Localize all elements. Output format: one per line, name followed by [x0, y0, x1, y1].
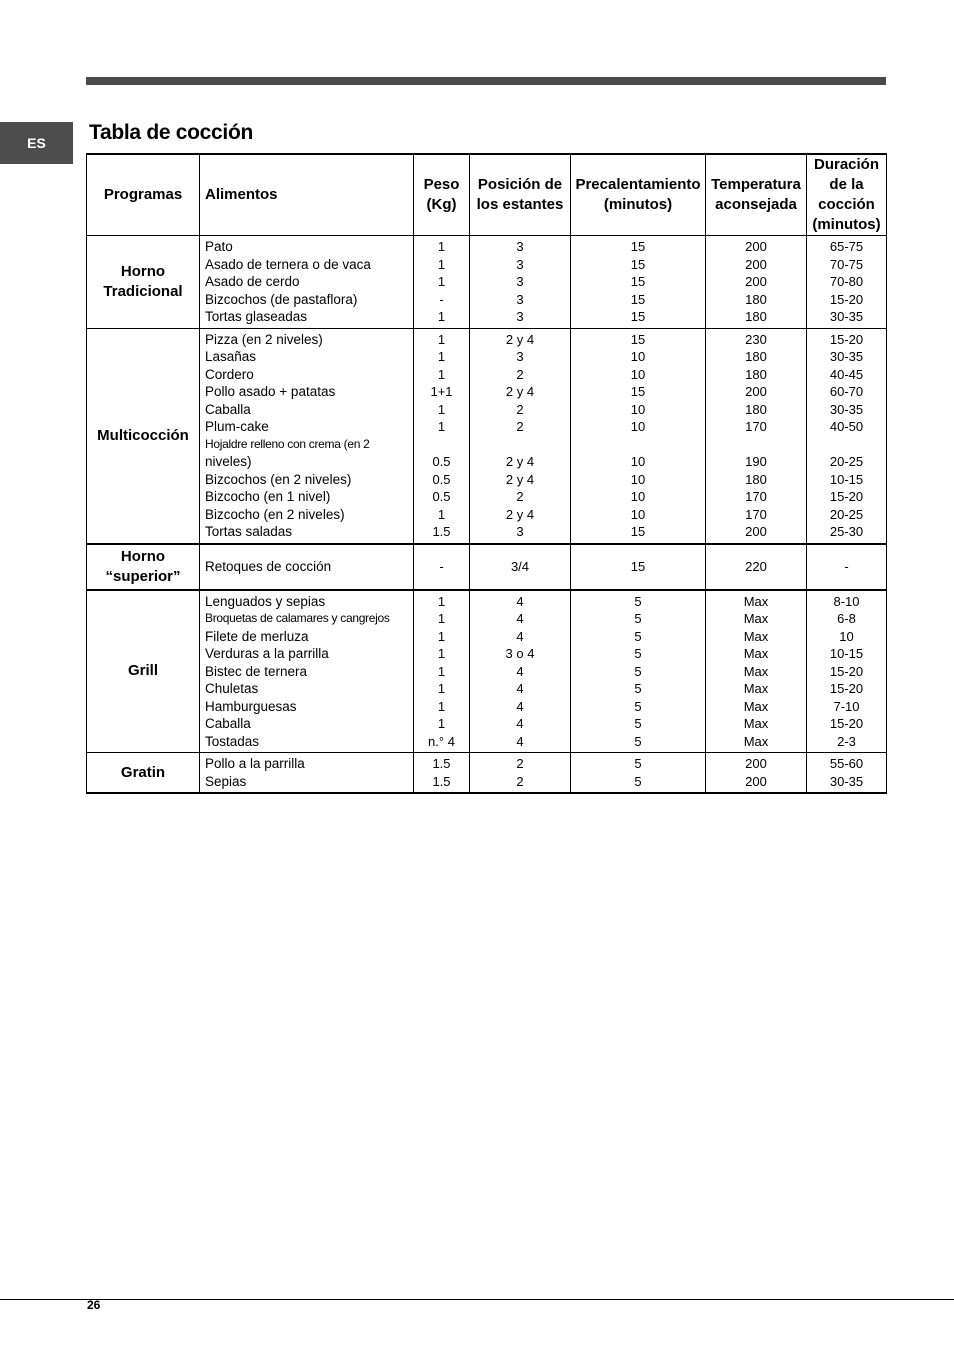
food-item: Lasañas: [205, 349, 257, 364]
value: 230: [745, 331, 767, 347]
precalentamiento-cell: [571, 328, 706, 544]
cooking-table: [86, 153, 887, 794]
value: 10: [630, 471, 646, 487]
food-item: Asado de ternera o de vaca: [205, 256, 371, 272]
food-cell: [200, 753, 414, 794]
program-name: Grill: [127, 662, 158, 680]
program-name: Horno: [120, 262, 166, 280]
value: 10: [630, 489, 646, 504]
value: 1: [437, 698, 446, 714]
value: 1: [437, 239, 446, 254]
food-item: Pollo a la parrilla: [205, 756, 305, 771]
value: 2 y 4: [505, 506, 535, 522]
value: 5: [634, 756, 642, 771]
table-row: [87, 590, 887, 753]
food-item: Asado de cerdo: [205, 274, 300, 289]
value: 190: [745, 454, 767, 469]
value: 2: [516, 756, 524, 771]
value: 5: [634, 663, 642, 679]
value: 170: [745, 489, 767, 504]
value: 180: [745, 309, 767, 324]
food-item: Bizcochos (en 2 niveles): [205, 471, 352, 487]
value: 1: [437, 309, 446, 324]
value: 15-20: [829, 489, 864, 504]
value: 200: [745, 239, 767, 254]
program-cell: [87, 236, 200, 329]
language-tab: ES: [0, 122, 73, 164]
value: 1: [437, 646, 446, 661]
value: -: [844, 558, 849, 574]
value: 1: [437, 681, 446, 696]
header-line: de la: [829, 176, 864, 193]
value: Max: [743, 733, 769, 749]
header-line: Temperatura: [711, 176, 801, 193]
food-item: Chuletas: [205, 681, 259, 696]
value: Max: [743, 663, 769, 679]
value: Max: [743, 646, 769, 661]
value: 7-10: [833, 698, 860, 714]
value: 5: [634, 611, 642, 626]
value: 4: [516, 593, 524, 609]
header-line: cocción: [818, 196, 875, 213]
value: 180: [745, 471, 767, 487]
value: -: [439, 291, 444, 307]
value: 5: [634, 698, 642, 714]
value: 3: [516, 239, 524, 254]
food-item: Tortas glaseadas: [205, 309, 308, 324]
value: 15-20: [829, 331, 864, 347]
table-row: [87, 328, 887, 544]
value: -: [439, 558, 444, 574]
value: 15: [630, 524, 646, 539]
value: [706, 436, 806, 454]
value: 1.5: [432, 524, 451, 539]
value: 1: [437, 628, 446, 644]
value: 200: [745, 773, 767, 789]
food-cell: [200, 590, 414, 753]
value: 220: [745, 558, 767, 574]
value: 200: [745, 274, 767, 289]
value: 1: [437, 716, 446, 731]
header-line: Peso: [423, 176, 460, 193]
value: 1: [437, 366, 446, 382]
value: 2-3: [837, 733, 856, 749]
value: 2 y 4: [505, 454, 535, 469]
temperatura-cell: [706, 544, 807, 590]
value: 10: [630, 419, 646, 434]
value: 200: [745, 256, 767, 272]
posicion-cell: [470, 328, 571, 544]
value: [414, 436, 469, 454]
food-item: Pato: [205, 239, 233, 254]
food-item: Lenguados y sepias: [205, 593, 326, 609]
temperatura-cell: [706, 236, 807, 329]
peso-cell: [414, 544, 470, 590]
table-row: [87, 236, 887, 329]
footer-rule: [0, 1299, 954, 1300]
value: 25-30: [829, 524, 864, 539]
value: Max: [743, 698, 769, 714]
value: 4: [516, 681, 524, 696]
program-name: Multicocción: [97, 426, 189, 444]
value: 3: [516, 291, 524, 307]
table-row: [87, 544, 887, 590]
value: [807, 436, 886, 454]
header-programas: [87, 154, 200, 236]
header-line: Duración: [813, 156, 879, 173]
temperatura-cell: [706, 328, 807, 544]
posicion-cell: [470, 236, 571, 329]
food-cell: [200, 328, 414, 544]
value: 70-80: [829, 274, 864, 289]
value: 3: [516, 524, 524, 539]
precalentamiento-cell: [571, 236, 706, 329]
food-item: Bistec de ternera: [205, 663, 308, 679]
value: 180: [745, 401, 767, 417]
value: 15: [630, 239, 646, 254]
temperatura-cell: [706, 590, 807, 753]
value: 4: [516, 628, 524, 644]
value: 180: [745, 349, 767, 364]
value: Max: [743, 681, 769, 696]
value: 1: [437, 593, 446, 609]
value: Max: [743, 716, 769, 731]
table-body: [87, 236, 887, 794]
food-item: Plum-cake: [205, 419, 269, 434]
value: 8-10: [833, 593, 860, 609]
value: 4: [516, 698, 524, 714]
value: [571, 436, 705, 454]
page-number: 26: [87, 1298, 101, 1312]
value: 1: [437, 419, 446, 434]
value: 5: [634, 593, 642, 609]
value: 70-75: [829, 256, 864, 272]
program-cell: [87, 544, 200, 590]
header-temperatura: [706, 154, 807, 236]
value: 170: [745, 419, 767, 434]
header-precalentamiento: [571, 154, 706, 236]
value: 1: [437, 256, 446, 272]
value: 1: [437, 611, 446, 626]
value: 3: [516, 309, 524, 324]
peso-cell: [414, 328, 470, 544]
value: Max: [743, 628, 769, 644]
program-name: Horno: [120, 547, 166, 565]
food-item: Bizcocho (en 2 niveles): [205, 506, 345, 522]
value: 200: [745, 756, 767, 771]
value: 4: [516, 663, 524, 679]
food-item: Verduras a la parrilla: [205, 646, 329, 661]
value: 1: [437, 349, 446, 364]
value: 3: [516, 274, 524, 289]
value: 1.5: [432, 773, 451, 789]
program-name: Gratin: [120, 763, 166, 781]
program-name: Tradicional: [103, 282, 183, 300]
table-row: [87, 753, 887, 794]
value: 4: [516, 733, 524, 749]
peso-cell: [414, 753, 470, 794]
value: 15-20: [829, 291, 864, 307]
value: 10: [630, 366, 646, 382]
value: 3/4: [510, 558, 530, 574]
header-duracion: [807, 154, 887, 236]
value: Max: [743, 611, 769, 626]
page-title: Tabla de cocción: [89, 121, 254, 144]
precalentamiento-cell: [571, 590, 706, 753]
value: 2: [516, 366, 524, 382]
value: 0.5: [432, 471, 451, 487]
food-item: Bizcochos (de pastaflora): [205, 291, 358, 307]
value: 2: [516, 489, 524, 504]
header-line: (Kg): [426, 196, 457, 213]
value: 2: [516, 419, 524, 434]
value: 15: [630, 291, 646, 307]
food-item: Hamburguesas: [205, 698, 297, 714]
value: 0.5: [432, 489, 451, 504]
food-item: Broquetas de calamares y cangrejos: [205, 611, 390, 625]
top-rule: [86, 77, 886, 85]
value: 20-25: [829, 506, 864, 522]
value: 180: [745, 366, 767, 382]
precalentamiento-cell: [571, 544, 706, 590]
value: 1: [437, 274, 446, 289]
value: 2: [516, 773, 524, 789]
food-item: Hojaldre relleno con crema (en 2: [205, 436, 370, 451]
header-alimentos: [200, 154, 414, 236]
value: 200: [745, 384, 767, 399]
header-line: Programas: [103, 186, 183, 203]
value: 1: [437, 506, 446, 522]
food-item: Caballa: [205, 716, 251, 731]
duracion-cell: [807, 590, 887, 753]
duracion-cell: [807, 753, 887, 794]
food-item: Bizcocho (en 1 nivel): [205, 489, 331, 504]
value: 60-70: [829, 384, 864, 399]
header-line: Alimentos: [205, 186, 278, 203]
value: 15: [630, 256, 646, 272]
value: 15: [630, 274, 646, 289]
peso-cell: [414, 236, 470, 329]
header-line: Precalentamiento: [575, 176, 701, 193]
value: 10: [630, 506, 646, 522]
value: 170: [745, 506, 767, 522]
food-item: Filete de merluza: [205, 628, 309, 644]
table-header-row: [87, 154, 887, 236]
value: 3: [516, 349, 524, 364]
value: 1: [437, 331, 446, 347]
food-item: Cordero: [205, 366, 254, 382]
value: 30-35: [829, 349, 864, 364]
food-item: Tortas saladas: [205, 524, 293, 539]
value: 1+1: [430, 384, 453, 399]
value: 5: [634, 646, 642, 661]
posicion-cell: [470, 753, 571, 794]
duracion-cell: [807, 544, 887, 590]
value: 5: [634, 628, 642, 644]
value: 5: [634, 773, 642, 789]
value: [470, 436, 570, 454]
food-item: niveles): [205, 454, 252, 469]
value: 15-20: [829, 681, 864, 696]
header-posicion: [470, 154, 571, 236]
value: 0.5: [432, 454, 451, 469]
value: 4: [516, 716, 524, 731]
precalentamiento-cell: [571, 753, 706, 794]
duracion-cell: [807, 236, 887, 329]
value: 5: [634, 716, 642, 731]
value: 3: [516, 256, 524, 272]
value: 2 y 4: [505, 471, 535, 487]
posicion-cell: [470, 590, 571, 753]
value: n.° 4: [428, 733, 455, 749]
value: 5: [634, 733, 642, 749]
food-cell: [200, 236, 414, 329]
value: 180: [745, 291, 767, 307]
header-line: aconsejada: [715, 196, 797, 213]
value: 10: [630, 349, 646, 364]
value: 15: [630, 558, 646, 574]
value: 6-8: [837, 611, 856, 626]
value: 40-45: [829, 366, 864, 382]
food-item: Pollo asado + patatas: [205, 384, 336, 399]
value: 200: [745, 524, 767, 539]
value: 15: [630, 384, 646, 399]
value: 65-75: [829, 239, 864, 254]
header-line: (minutos): [812, 216, 881, 233]
value: 55-60: [829, 756, 864, 771]
value: 30-35: [829, 773, 864, 789]
value: 1.5: [432, 756, 451, 771]
value: 1: [437, 401, 446, 417]
value: 40-50: [829, 419, 864, 434]
value: 15-20: [829, 663, 864, 679]
food-item: Pizza (en 2 niveles): [205, 331, 323, 347]
program-name: “superior”: [105, 567, 181, 585]
value: 30-35: [829, 309, 864, 324]
value: 2 y 4: [505, 384, 535, 399]
header-line: Posición de: [477, 176, 563, 193]
food-item: Retoques de cocción: [205, 558, 332, 574]
value: 3 o 4: [505, 646, 535, 661]
value: 30-35: [829, 401, 864, 417]
food-item: Tostadas: [205, 733, 260, 749]
header-peso: [414, 154, 470, 236]
value: 15: [630, 309, 646, 324]
value: 1: [437, 663, 446, 679]
value: 10: [630, 401, 646, 417]
value: 4: [516, 611, 524, 626]
food-item: Caballa: [205, 401, 251, 417]
value: Max: [743, 593, 769, 609]
header-line: los estantes: [476, 196, 564, 213]
food-cell: [200, 544, 414, 590]
value: 15: [630, 331, 646, 347]
header-line: (minutos): [603, 196, 673, 213]
duracion-cell: [807, 328, 887, 544]
value: 20-25: [829, 454, 864, 469]
value: 2: [516, 401, 524, 417]
posicion-cell: [470, 544, 571, 590]
program-cell: [87, 753, 200, 794]
value: 10-15: [829, 471, 864, 487]
program-cell: [87, 328, 200, 544]
value: 5: [634, 681, 642, 696]
peso-cell: [414, 590, 470, 753]
value: 10: [839, 628, 854, 644]
program-cell: [87, 590, 200, 753]
value: 2 y 4: [505, 331, 535, 347]
temperatura-cell: [706, 753, 807, 794]
food-item: Sepias: [205, 773, 247, 789]
value: 10-15: [829, 646, 864, 661]
value: 10: [630, 454, 646, 469]
value: 15-20: [829, 716, 864, 731]
